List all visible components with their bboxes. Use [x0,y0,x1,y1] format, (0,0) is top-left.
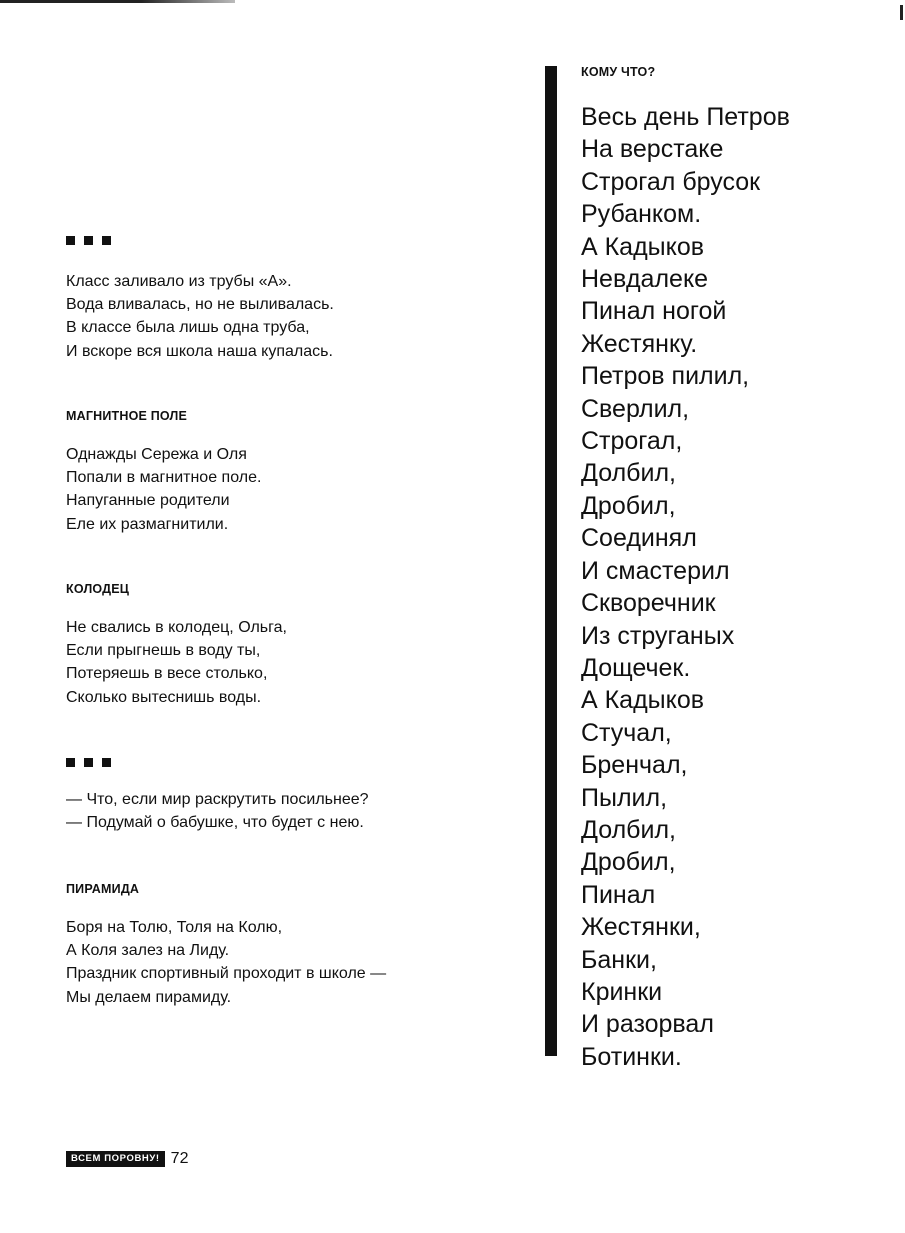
poem-line: Из струганых [581,621,735,650]
poem-line: Строгал, [581,427,683,456]
poem-line: И разорвал [581,1010,714,1039]
poem-line: Класс заливало из трубы «А». [66,273,292,290]
poem-line: Потеряешь в весе столько, [66,665,268,683]
square-icon [66,758,75,767]
footer [66,1150,188,1168]
poem-line: Кринки [581,977,663,1006]
poem-line: Боря на Толю, Толя на Колю, [66,919,283,936]
poem-line: Еле их размагнитили. [66,515,229,533]
poem-block-4 [66,758,526,834]
poem-line: Пинал ногой [581,297,727,326]
poem-line: Сколько вытеснишь воды. [66,688,262,706]
poem-line: Сверлил, [581,394,690,423]
poem-line: Вода вливалась, но не выливалась. [66,296,334,314]
poem-line: Дощечек. [581,653,691,682]
square-icon [66,236,75,245]
poem-line: И вскоре вся школа наша купалась. [66,342,333,360]
poem-line: Бренчал, [581,751,688,780]
poem-line: Петров пилил, [581,362,750,391]
poem-block-1 [66,236,526,363]
big-poem-body [581,101,901,1073]
corner-mark [900,5,903,20]
poem-line: Напуганные родители [66,492,230,510]
poem-line: Однажды Сережа и Оля [66,446,247,463]
poem-line: В классе была лишь одна труба, [66,319,310,337]
poem-body [66,916,526,1009]
poem-title: МАГНИТНОЕ ПОЛЕ [66,409,188,423]
poem-line: А Кадыков [581,232,705,261]
poem-title: КОЛОДЕЦ [66,582,130,596]
poem-line: Попали в магнитное поле. [66,469,262,487]
poem-line: Жестянку. [581,329,698,358]
poem-line: Соединял [581,524,697,553]
poem-line: Скворечник [581,589,716,618]
poem-body [66,788,526,834]
square-icon [102,236,111,245]
poem-line: Банки, [581,945,657,974]
book-title-badge: ВСЕМ ПОРОВНУ! [66,1151,165,1167]
top-rule [0,0,235,3]
poem-line: Если прыгнешь в воду ты, [66,642,261,660]
separator-squares [66,758,526,768]
poem-body [66,443,526,536]
poem-line: Жестянки, [581,913,701,942]
poem-line: А Коля залез на Лиду. [66,942,230,960]
vertical-bar [545,66,557,1056]
page-number: 72 [170,1150,189,1167]
poem-line: Дробил, [581,848,676,877]
poem-line: И смастерил [581,556,730,585]
poem-title: КОМУ ЧТО? [581,65,656,79]
poem-body [66,616,526,709]
poem-body [66,270,526,363]
poem-block-2 [66,408,526,536]
square-icon [84,236,93,245]
poem-title: ПИРАМИДА [66,882,140,896]
poem-line: На верстаке [581,135,724,164]
poem-line: А Кадыков [581,686,705,715]
poem-line: Строгал брусок [581,167,761,196]
poem-line: Весь день Петров [581,103,790,131]
poem-line: Пинал [581,880,656,909]
poem-line: — Что, если мир раскрутить посильнее? [66,791,369,808]
poem-line: Мы делаем пирамиду. [66,988,232,1006]
poem-line: Праздник спортивный проходит в школе — [66,965,387,983]
poem-line: — Подумай о бабушке, что будет с нею. [66,814,364,832]
poem-line: Рубанком. [581,200,702,229]
right-column [581,64,901,1073]
poem-line: Долбил, [581,815,676,844]
separator-squares [66,236,526,246]
poem-block-5 [66,881,526,1009]
poem-line: Дробил, [581,491,676,520]
poem-line: Невдалеке [581,265,709,294]
poem-line: Ботинки. [581,1042,682,1071]
poem-line: Не свались в колодец, Ольга, [66,619,287,636]
poem-line: Долбил, [581,459,676,488]
poem-line: Пылил, [581,783,668,812]
square-icon [102,758,111,767]
poem-line: Стучал, [581,718,672,747]
poem-block-3 [66,581,526,709]
square-icon [84,758,93,767]
